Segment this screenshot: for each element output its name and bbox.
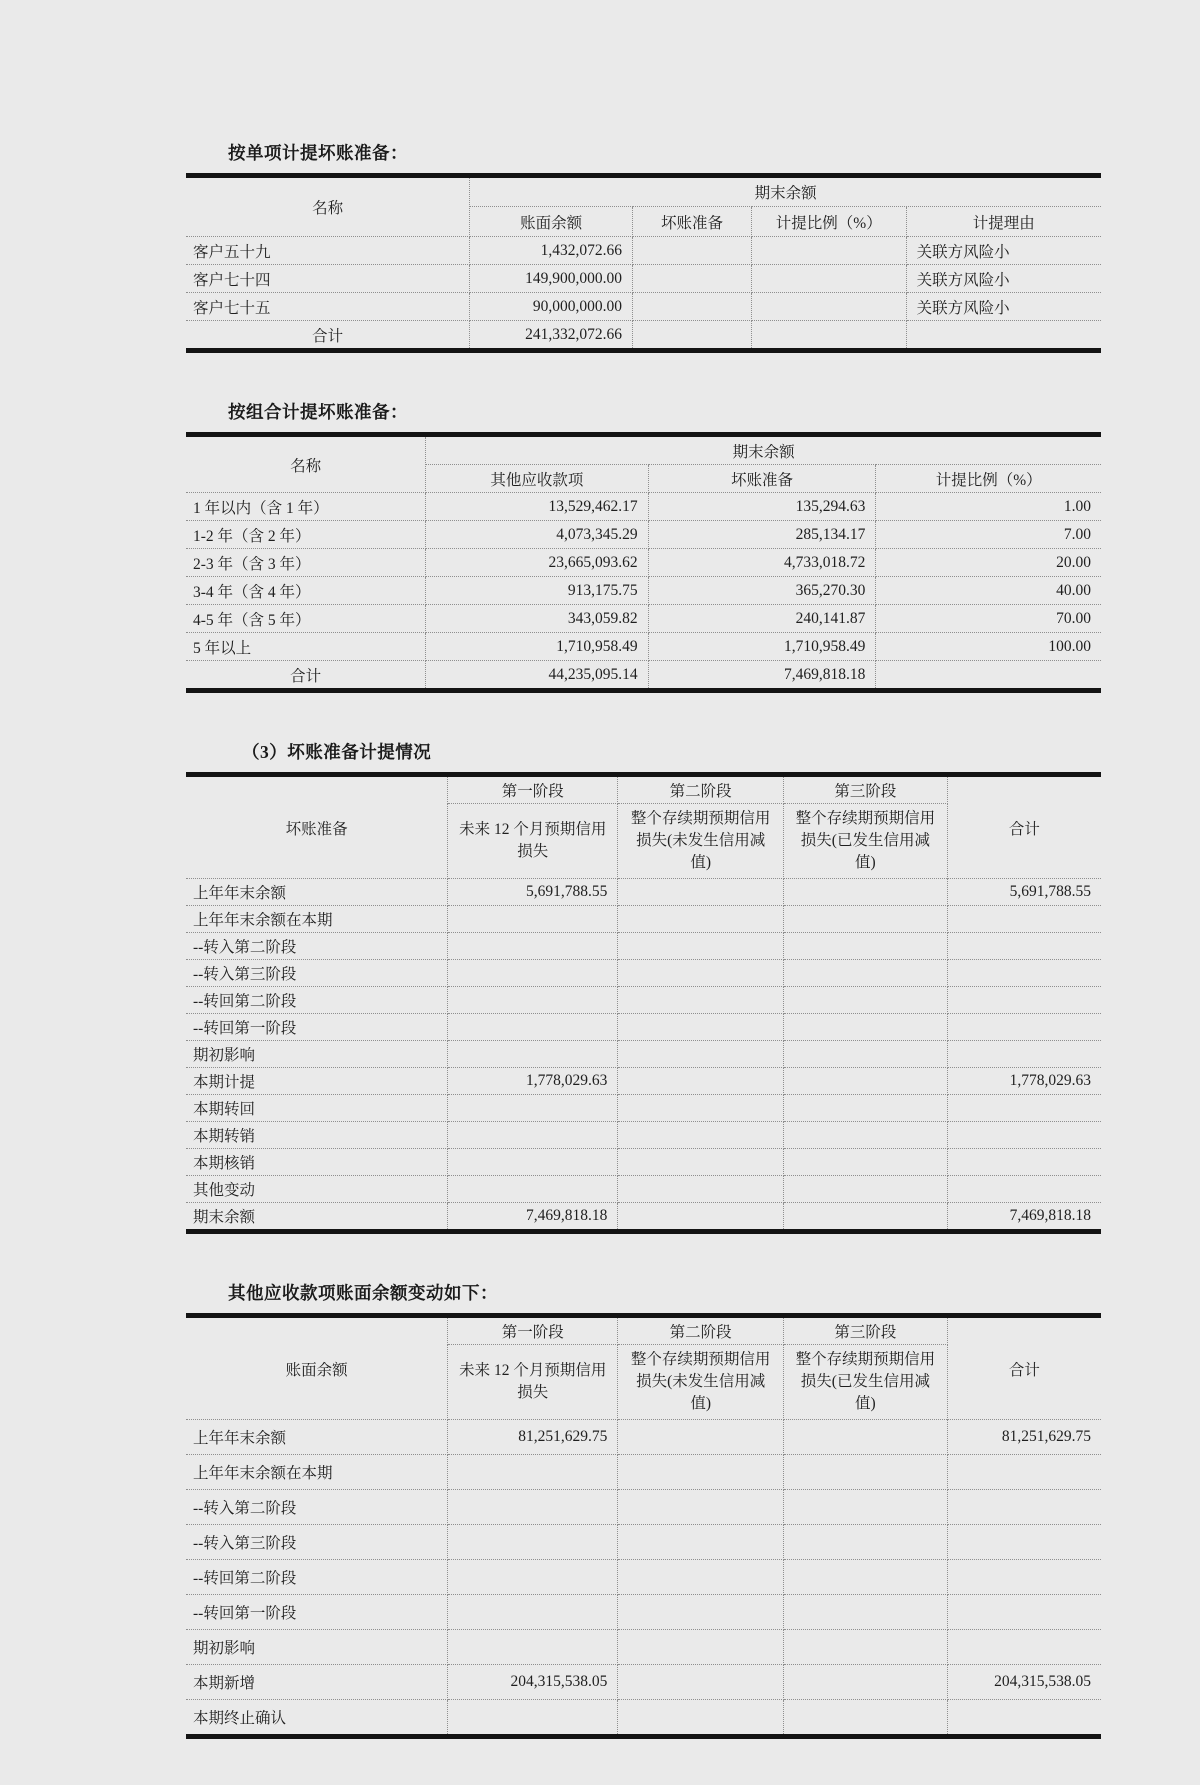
amount-cell [783,1068,947,1095]
table-row [186,1176,1101,1203]
row-label: 上年年末余额 [186,1420,448,1455]
amount-cell [448,906,618,933]
total-row [186,661,1101,691]
amount-cell [618,1095,784,1122]
column-header: 账面余额 [470,207,633,237]
amount-cell [618,1455,784,1490]
amount-cell [947,1595,1101,1630]
amount-cell [448,1122,618,1149]
table-row [186,987,1101,1014]
row-label: 本期新增 [186,1665,448,1700]
table-row [186,293,1101,321]
row-label: --转入第三阶段 [186,960,448,987]
amount-cell [783,960,947,987]
amount-cell [448,933,618,960]
amount-cell: 1.00 [876,493,1101,521]
amount-cell [947,960,1101,987]
individual-provision-table [186,173,1101,353]
amount-cell [783,879,947,906]
page-content [186,140,1101,1785]
amount-cell [618,906,784,933]
row-label: --转回第一阶段 [186,1595,448,1630]
stage-header: 第一阶段 [448,775,618,804]
reason-cell: 关联方风险小 [906,265,1101,293]
amount-cell [618,1525,784,1560]
stage-header: 第一阶段 [448,1316,618,1345]
section-provision-stages [186,739,1101,1234]
amount-cell [618,1595,784,1630]
table-row [186,1665,1101,1700]
label-header: 坏账准备 [186,775,448,879]
amount-cell: 7,469,818.18 [947,1203,1101,1232]
amount-cell [618,960,784,987]
amount-cell [947,1041,1101,1068]
row-label: --转入第二阶段 [186,933,448,960]
section-title: 按单项计提坏账准备： [228,143,408,163]
row-label: 上年年末余额 [186,879,448,906]
amount-cell: 1,778,029.63 [947,1068,1101,1095]
row-label: 3-4 年（含 4 年） [186,577,426,605]
amount-cell [947,1560,1101,1595]
amount-cell [783,1041,947,1068]
amount-cell: 81,251,629.75 [947,1420,1101,1455]
table-row [186,493,1101,521]
amount-cell [783,906,947,933]
row-label: 2-3 年（含 3 年） [186,549,426,577]
amount-cell [448,960,618,987]
table-row [186,1041,1101,1068]
amount-cell: 1,710,958.49 [426,633,648,661]
amount-cell [947,1149,1101,1176]
amount-cell: 1,710,958.49 [648,633,876,661]
amount-cell [618,1700,784,1737]
amount-cell [783,1149,947,1176]
stage-header: 第二阶段 [618,775,784,804]
amount-cell [947,1176,1101,1203]
reason-cell: 关联方风险小 [906,237,1101,265]
row-label: --转回第二阶段 [186,1560,448,1595]
amount-cell [783,1665,947,1700]
amount-cell [947,987,1101,1014]
amount-cell [947,1525,1101,1560]
row-label: 本期转销 [186,1122,448,1149]
amount-cell [633,293,752,321]
row-label: 客户七十五 [186,293,470,321]
amount-cell [448,1014,618,1041]
section-portfolio-provision [186,399,1101,693]
total-header: 合计 [947,775,1101,879]
amount-cell [947,1095,1101,1122]
amount-cell [783,1595,947,1630]
row-label: 1-2 年（含 2 年） [186,521,426,549]
amount-cell [618,1014,784,1041]
table-row [186,1122,1101,1149]
amount-cell: 20.00 [876,549,1101,577]
total-amount-cell [751,321,906,351]
amount-cell [783,1420,947,1455]
amount-cell [448,1560,618,1595]
row-label: 本期计提 [186,1068,448,1095]
row-label: 1 年以内（含 1 年） [186,493,426,521]
amount-cell [783,1122,947,1149]
balance-changes-table [186,1313,1101,1739]
section-individual-provision [186,140,1101,353]
total-amount-cell [906,321,1101,351]
table-row [186,521,1101,549]
row-label: 上年年末余额在本期 [186,906,448,933]
amount-cell [783,1014,947,1041]
amount-cell [618,1068,784,1095]
amount-cell: 4,073,345.29 [426,521,648,549]
table-row [186,633,1101,661]
amount-cell [751,293,906,321]
amount-cell [448,1490,618,1525]
amount-cell: 70.00 [876,605,1101,633]
amount-cell: 5,691,788.55 [947,879,1101,906]
amount-cell [947,906,1101,933]
amount-cell [783,1560,947,1595]
table-row [186,879,1101,906]
stage-subheader: 整个存续期预期信用损失(未发生信用减值) [618,1345,784,1420]
amount-cell [618,879,784,906]
stage-subheader: 整个存续期预期信用损失(已发生信用减值) [783,1345,947,1420]
table-row [186,1560,1101,1595]
amount-cell [618,1630,784,1665]
amount-cell [618,1176,784,1203]
amount-cell [448,1176,618,1203]
amount-cell [783,1490,947,1525]
table-row [186,237,1101,265]
section-title: （3）坏账准备计提情况 [242,742,432,762]
amount-cell: 90,000,000.00 [470,293,633,321]
amount-cell: 23,665,093.62 [426,549,648,577]
column-header: 坏账准备 [633,207,752,237]
table-row [186,1149,1101,1176]
row-label: 期初影响 [186,1630,448,1665]
amount-cell: 1,778,029.63 [448,1068,618,1095]
amount-cell [947,1700,1101,1737]
amount-cell [751,265,906,293]
table-row [186,1700,1101,1737]
row-label: 期末余额 [186,1203,448,1232]
stage-subheader: 整个存续期预期信用损失(已发生信用减值) [783,804,947,879]
amount-cell [448,1595,618,1630]
row-label: --转入第三阶段 [186,1525,448,1560]
amount-cell: 204,315,538.05 [947,1665,1101,1700]
total-label: 合计 [186,321,470,351]
total-amount-cell: 7,469,818.18 [648,661,876,691]
table-row [186,549,1101,577]
column-header: 计提比例（%） [876,465,1101,493]
amount-cell [947,933,1101,960]
total-amount-cell: 241,332,072.66 [470,321,633,351]
row-label: 本期转回 [186,1095,448,1122]
row-label: --转入第二阶段 [186,1490,448,1525]
label-header: 账面余额 [186,1316,448,1420]
row-label: 本期终止确认 [186,1700,448,1737]
amount-cell: 4,733,018.72 [648,549,876,577]
amount-cell [448,1525,618,1560]
row-label: 本期核销 [186,1149,448,1176]
reason-cell: 关联方风险小 [906,293,1101,321]
row-label: 上年年末余额在本期 [186,1455,448,1490]
stage-subheader: 未来 12 个月预期信用损失 [448,804,618,879]
row-label: --转回第一阶段 [186,1014,448,1041]
table-row [186,265,1101,293]
amount-cell [448,987,618,1014]
amount-cell [783,987,947,1014]
section-title: 其他应收款项账面余额变动如下： [228,1283,498,1303]
amount-cell [783,1525,947,1560]
amount-cell [783,1700,947,1737]
group-header: 期末余额 [470,176,1101,207]
amount-cell: 365,270.30 [648,577,876,605]
table-row [186,1014,1101,1041]
amount-cell [618,1203,784,1232]
amount-cell [448,1149,618,1176]
amount-cell [618,1665,784,1700]
amount-cell [783,1176,947,1203]
column-header: 坏账准备 [648,465,876,493]
amount-cell: 100.00 [876,633,1101,661]
section-balance-changes [186,1280,1101,1739]
amount-cell [751,237,906,265]
table-row [186,577,1101,605]
column-header: 计提比例（%） [751,207,906,237]
amount-cell [448,1455,618,1490]
amount-cell [448,1630,618,1665]
stage-subheader: 整个存续期预期信用损失(未发生信用减值) [618,804,784,879]
row-label: --转回第二阶段 [186,987,448,1014]
amount-cell: 1,432,072.66 [470,237,633,265]
amount-cell [618,1420,784,1455]
amount-cell [448,1700,618,1737]
stage-subheader: 未来 12 个月预期信用损失 [448,1345,618,1420]
amount-cell: 135,294.63 [648,493,876,521]
total-amount-cell [633,321,752,351]
row-label: 客户七十四 [186,265,470,293]
table-row [186,1095,1101,1122]
amount-cell: 13,529,462.17 [426,493,648,521]
row-label: 5 年以上 [186,633,426,661]
total-header: 合计 [947,1316,1101,1420]
amount-cell [947,1630,1101,1665]
table-row [186,1525,1101,1560]
row-label: 其他变动 [186,1176,448,1203]
stage-header: 第三阶段 [783,1316,947,1345]
amount-cell [783,933,947,960]
table-row [186,1420,1101,1455]
row-label: 期初影响 [186,1041,448,1068]
total-amount-cell [876,661,1101,691]
amount-cell [618,1490,784,1525]
amount-cell [947,1490,1101,1525]
total-row [186,321,1101,351]
amount-cell [618,1041,784,1068]
total-amount-cell: 44,235,095.14 [426,661,648,691]
table-row [186,1068,1101,1095]
amount-cell [783,1630,947,1665]
stage-header: 第二阶段 [618,1316,784,1345]
amount-cell [783,1095,947,1122]
amount-cell [633,237,752,265]
portfolio-provision-table [186,432,1101,693]
label-header: 名称 [186,435,426,493]
total-label: 合计 [186,661,426,691]
amount-cell [947,1455,1101,1490]
label-header: 名称 [186,176,470,237]
row-label: 4-5 年（含 5 年） [186,605,426,633]
table-row [186,1203,1101,1232]
amount-cell [618,987,784,1014]
table-row [186,906,1101,933]
amount-cell [618,1149,784,1176]
column-header: 计提理由 [906,207,1101,237]
row-label: 客户五十九 [186,237,470,265]
amount-cell [783,1203,947,1232]
table-row [186,933,1101,960]
amount-cell: 81,251,629.75 [448,1420,618,1455]
amount-cell: 204,315,538.05 [448,1665,618,1700]
amount-cell: 285,134.17 [648,521,876,549]
amount-cell: 7,469,818.18 [448,1203,618,1232]
section-title: 按组合计提坏账准备： [228,402,408,422]
provision-stages-table [186,772,1101,1234]
amount-cell: 40.00 [876,577,1101,605]
amount-cell: 343,059.82 [426,605,648,633]
amount-cell [783,1455,947,1490]
stage-header: 第三阶段 [783,775,947,804]
amount-cell [947,1014,1101,1041]
amount-cell [618,933,784,960]
amount-cell [633,265,752,293]
amount-cell [448,1095,618,1122]
amount-cell: 7.00 [876,521,1101,549]
table-row [186,960,1101,987]
group-header: 期末余额 [426,435,1101,465]
amount-cell: 5,691,788.55 [448,879,618,906]
amount-cell [618,1560,784,1595]
table-row [186,1455,1101,1490]
amount-cell: 149,900,000.00 [470,265,633,293]
amount-cell [618,1122,784,1149]
amount-cell [448,1041,618,1068]
table-row [186,1630,1101,1665]
table-row [186,1490,1101,1525]
amount-cell: 240,141.87 [648,605,876,633]
amount-cell: 913,175.75 [426,577,648,605]
table-row [186,1595,1101,1630]
column-header: 其他应收款项 [426,465,648,493]
table-row [186,605,1101,633]
amount-cell [947,1122,1101,1149]
